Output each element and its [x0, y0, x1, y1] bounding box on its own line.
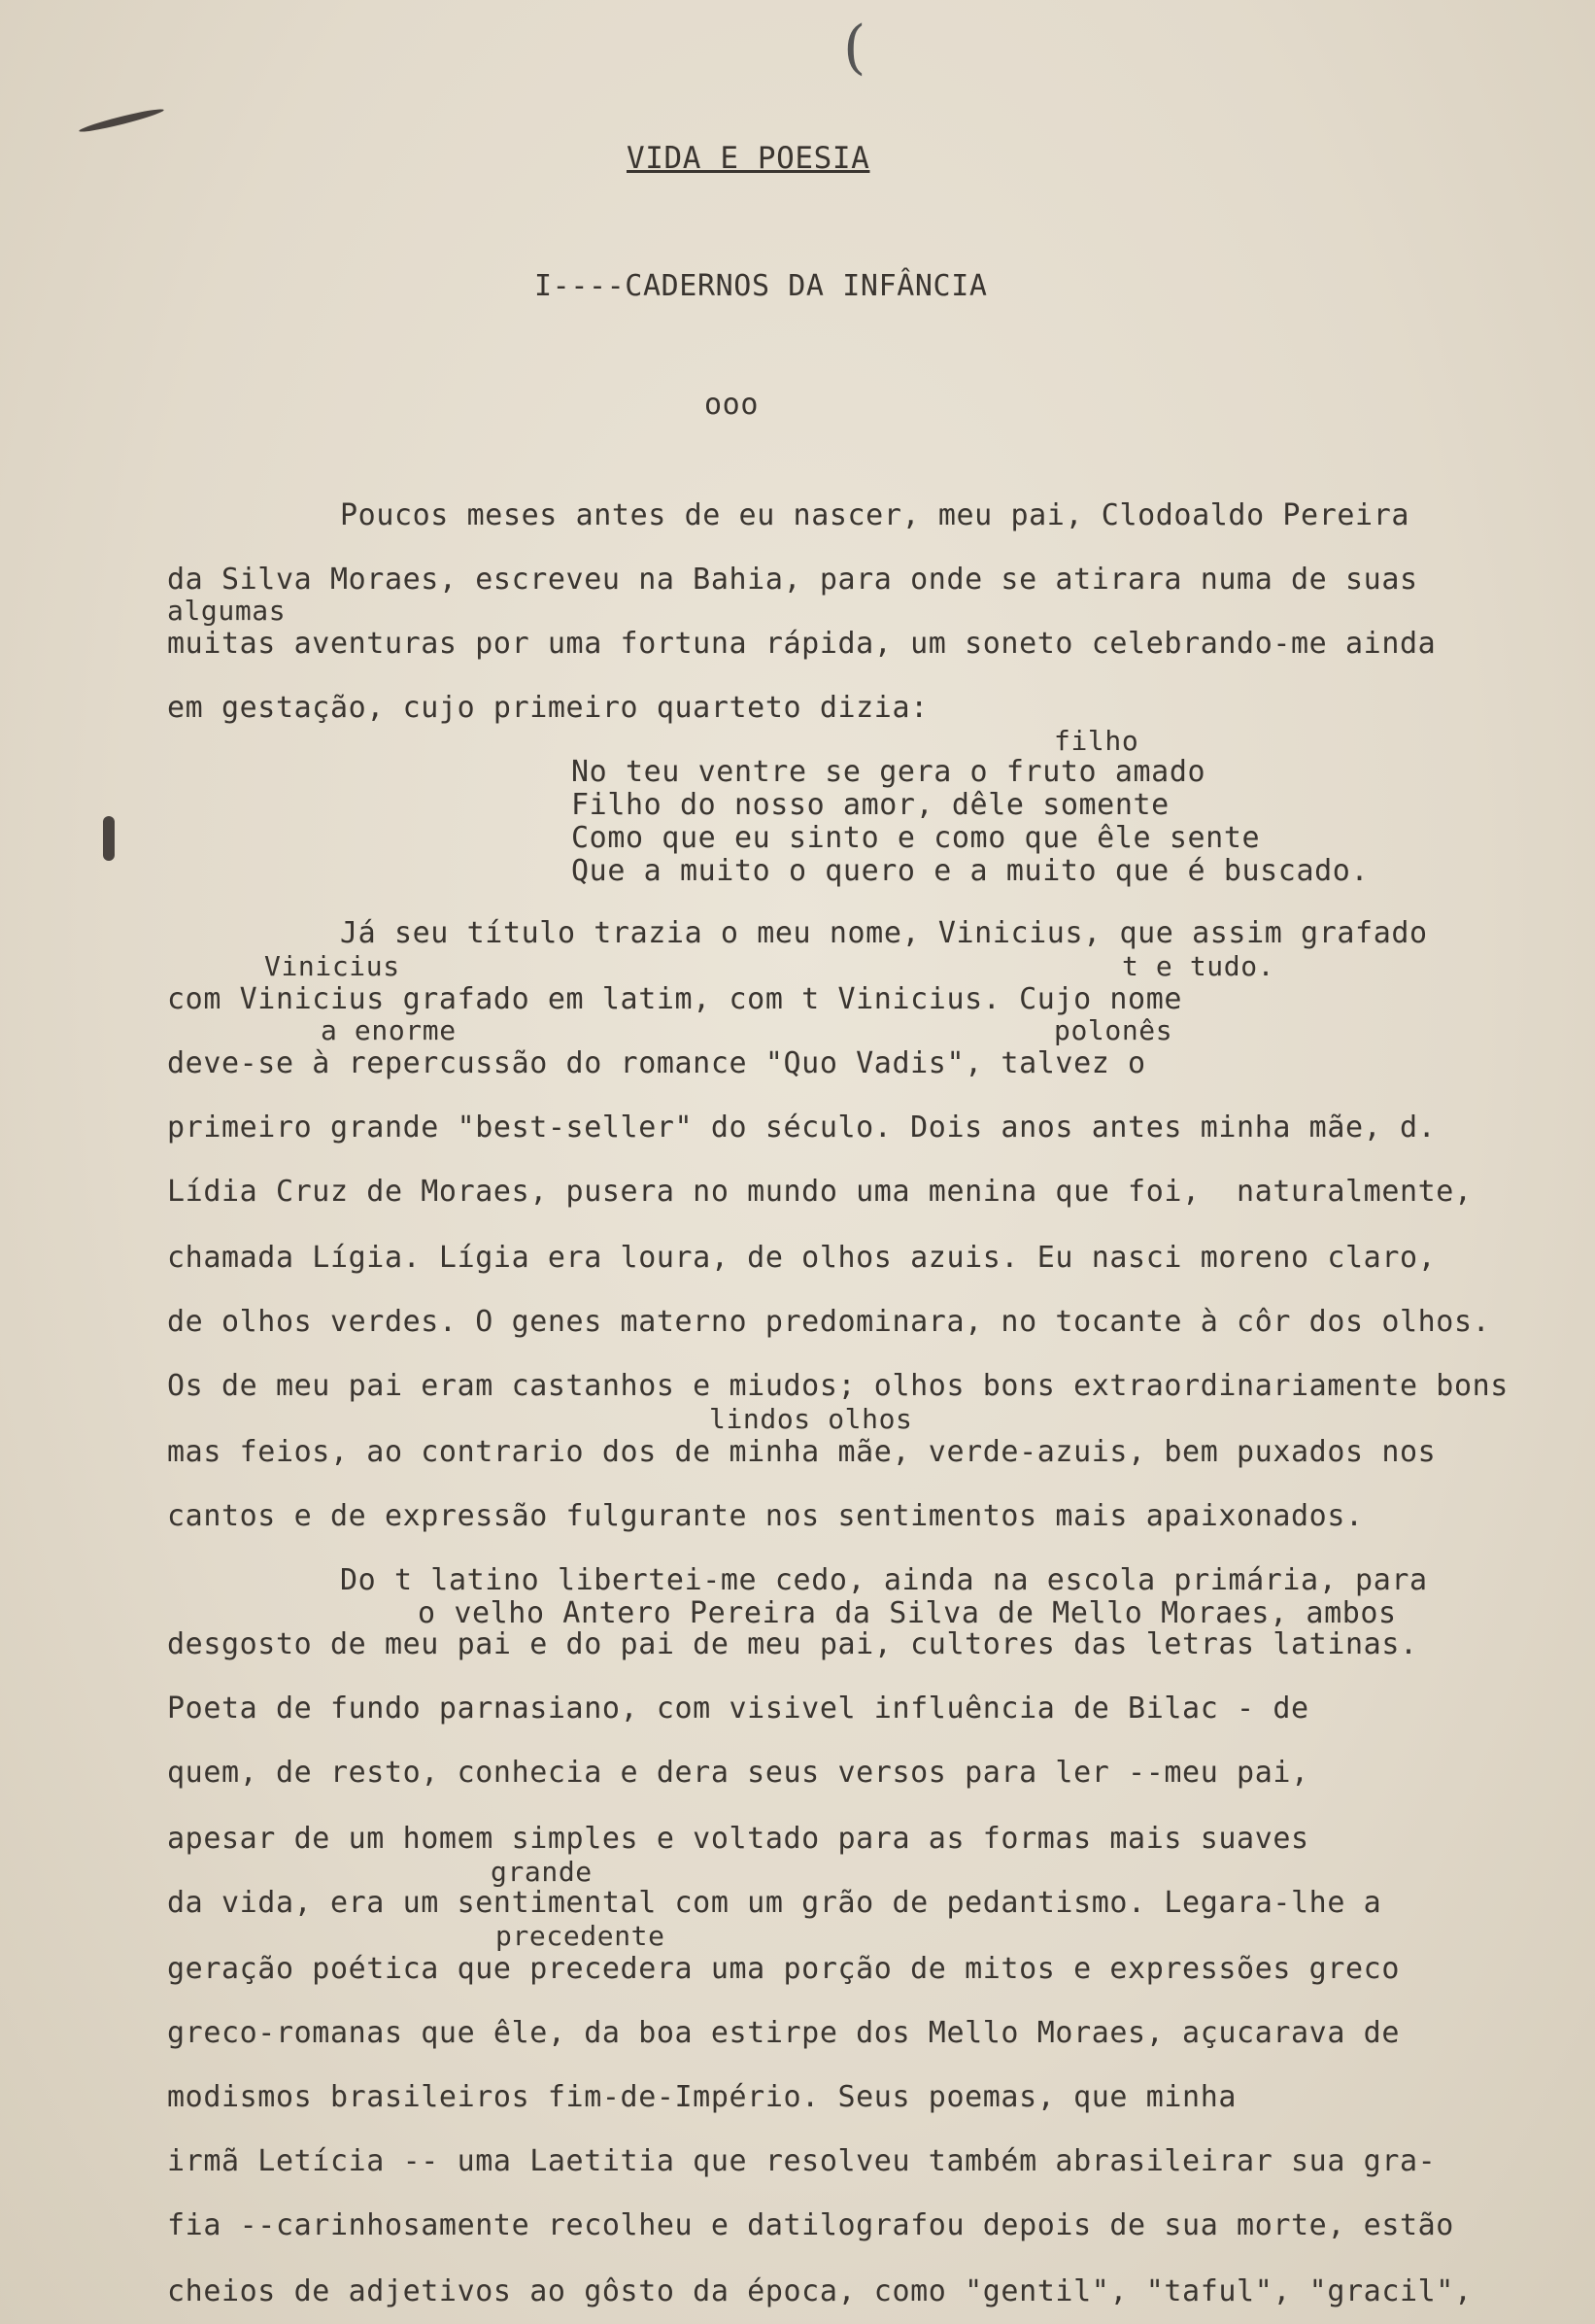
interlinear-correction: algumas [167, 595, 287, 627]
text-line: Os de meu pai eram castanhos e miudos; olhos bons extraordinariamente bons [167, 1369, 1509, 1403]
text-line: geração poética que precedera uma porção de mitos e expressões greco [167, 1952, 1400, 1986]
interlinear-correction: grande [491, 1856, 593, 1888]
text-line: desgosto de meu pai e do pai de meu pai, cultores das letras latinas. [167, 1627, 1418, 1661]
text-line: em gestação, cujo primeiro quarteto dizia: [167, 691, 929, 725]
chapter-heading: I----CADERNOS DA INFÂNCIA [534, 269, 988, 303]
verse-line: Filho do nosso amor, dêle somente [571, 788, 1170, 822]
text-line: deve-se à repercussão do romance "Quo Vadis", talvez o [167, 1046, 1146, 1080]
interlinear-correction: lindos olhos [709, 1403, 913, 1435]
interlinear-correction: a enorme [321, 1014, 457, 1046]
page-title: VIDA E POESIA [627, 141, 870, 176]
interlinear-correction: o velho Antero Pereira da Silva de Mello Moraes, ambos [418, 1596, 1397, 1630]
text-line: apesar de um homem simples e voltado para as formas mais suaves [167, 1822, 1309, 1856]
text-line: com Vinicius grafado em latim, com t Vinicius. Cujo nome [167, 982, 1183, 1016]
text-line: da Silva Moraes, escreveu na Bahia, para onde se atirara numa de suas [167, 563, 1418, 597]
interlinear-correction: t e tudo. [1122, 950, 1275, 982]
text-line: de olhos verdes. O genes materno predominara, no tocante à côr dos olhos. [167, 1305, 1491, 1339]
verse-line: No teu ventre se gera o fruto amado [571, 755, 1206, 789]
text-line: da vida, era um sentimental com um grão de pedantismo. Legara-lhe a [167, 1886, 1382, 1920]
text-line: primeiro grande "best-seller" do século. Dois anos antes minha mãe, d. [167, 1111, 1437, 1145]
text-line: chamada Lígia. Lígia era loura, de olhos azuis. Eu nasci moreno claro, [167, 1241, 1437, 1275]
text-line: Já seu título trazia o meu nome, Vinicius, que assim grafado [340, 916, 1428, 950]
interlinear-correction: precedente [495, 1920, 665, 1952]
text-line: Poeta de fundo parnasiano, com visivel influência de Bilac - de [167, 1692, 1309, 1726]
interlinear-correction: filho [1054, 725, 1139, 757]
text-line: modismos brasileiros fim-de-Império. Seus poemas, que minha [167, 2080, 1238, 2114]
text-line: quem, de resto, conhecia e dera seus versos para ler --meu pai, [167, 1756, 1309, 1790]
text-line: cheios de adjetivos ao gôsto da época, como "gentil", "taful", "gracil", [167, 2274, 1473, 2308]
interlinear-correction: polonês [1054, 1014, 1173, 1046]
text-line: fia --carinhosamente recolheu e datilografou depois de sua morte, estão [167, 2208, 1454, 2242]
text-line: Poucos meses antes de eu nascer, meu pai, Clodoaldo Pereira [340, 498, 1410, 532]
text-line: muitas aventuras por uma fortuna rápida, um soneto celebrando-me ainda [167, 627, 1437, 661]
text-line: Lídia Cruz de Moraes, pusera no mundo uma menina que foi, naturalmente, [167, 1175, 1473, 1209]
ornament: ooo [704, 388, 759, 422]
text-line: mas feios, ao contrario dos de minha mãe, verde-azuis, bem puxados nos [167, 1435, 1437, 1469]
pencil-paren-mark: ( [843, 14, 866, 82]
ink-blot [103, 816, 115, 861]
text-line: greco-romanas que êle, da boa estirpe dos Mello Moraes, açucarava de [167, 2016, 1400, 2050]
text-line: Do t latino libertei-me cedo, ainda na escola primária, para [340, 1563, 1428, 1597]
interlinear-correction: Vinicius [264, 950, 400, 982]
text-line: cantos e de expressão fulgurante nos sentimentos mais apaixonados. [167, 1499, 1364, 1533]
verse-line: Como que eu sinto e como que êle sente [571, 821, 1261, 855]
ink-smudge [78, 106, 164, 135]
verse-line: Que a muito o quero e a muito que é buscado. [571, 854, 1370, 888]
text-line: irmã Letícia -- uma Laetitia que resolveu também abrasileirar sua gra- [167, 2144, 1437, 2178]
